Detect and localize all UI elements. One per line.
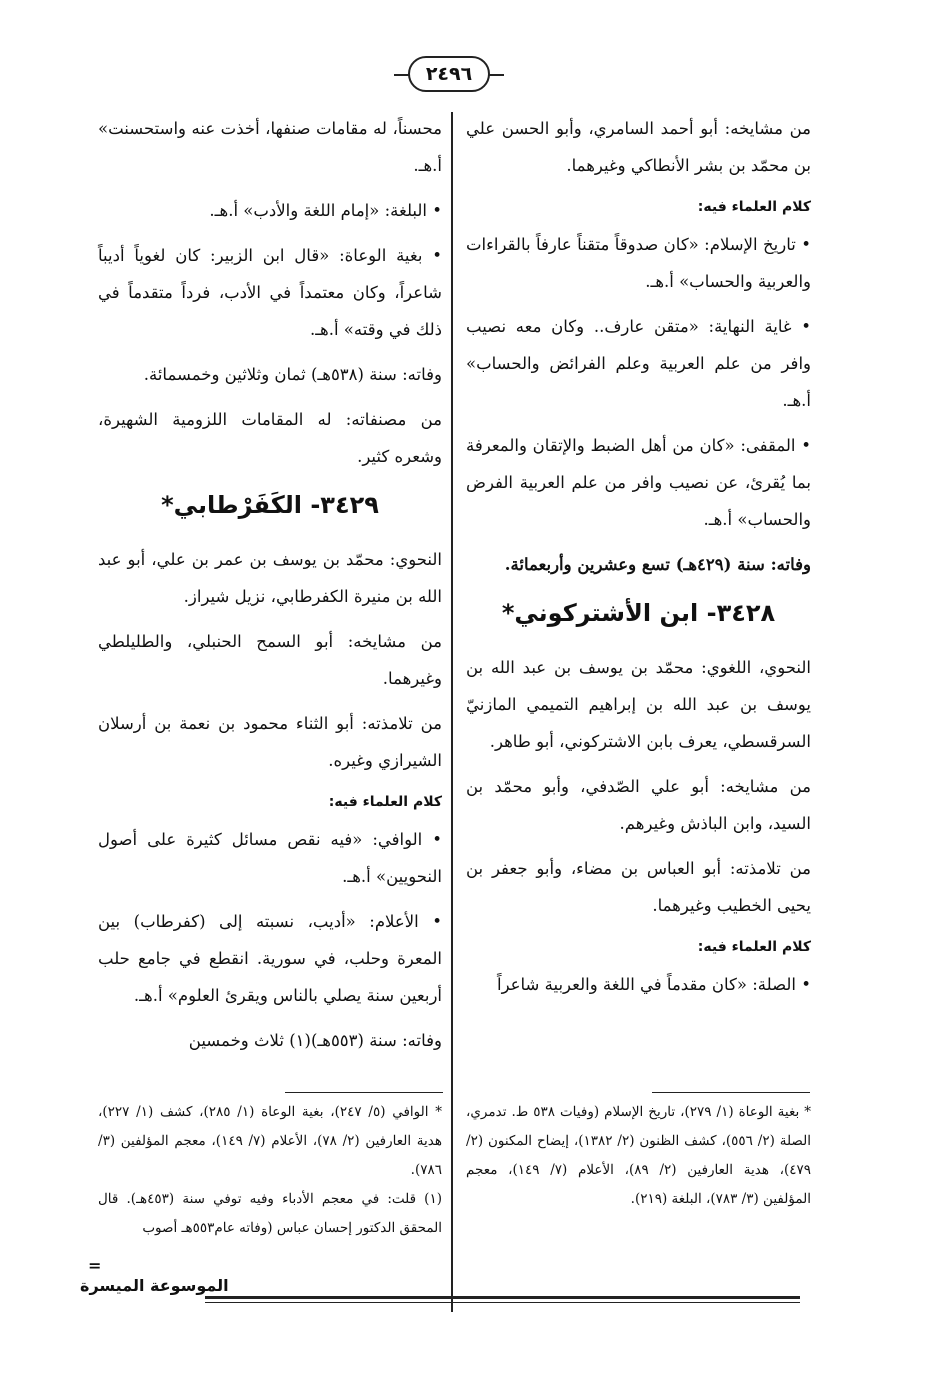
paragraph: • الأعلام: «أديب، نسبته إلى (كفرطاب) بين المعرة وحلب، في سورية. انقطع في جامع حلب أربعين سنة يصلي بالناس ويقرئ العلوم» أ.هـ. [98, 912, 442, 1005]
paragraph: من مشايخه: أبو السمح الحنبلي، والطليلطي وغيرهما. [98, 632, 442, 688]
left-column [98, 110, 442, 1067]
footnote: * الوافي (٥/ ٢٤٧)، بغية الوعاة (١/ ٢٨٥)، كشف (١/ ٢٢٧)، هدية العارفين (٢/ ٧٨)، الأعلام (٧/ ١٤٩)، معجم المؤلفين (٣/ ٧٨٦). [98, 1104, 443, 1178]
paragraph: • غاية النهاية: «متقن عارف.. وكان معه نصيب وافر من علم العربية وعلم الفرائض والحساب» أ.هـ. [466, 317, 811, 410]
paragraph: • بغية الوعاة: «قال ابن الزبير: كان لغوياً أديباً شاعراً، وكان معتمداً في الأدب، فرداً متقدماً في ذلك في وقته» أ.هـ. [98, 246, 442, 339]
paragraph: • البلغة: «إمام اللغة والأدب» أ.هـ. [209, 201, 442, 220]
paragraph: وفاته: سنة (٥٥٣هـ)(١) ثلاث وخمسين [188, 1031, 442, 1050]
footnotes-left [98, 1098, 442, 1243]
paragraph: • تاريخ الإسلام: «كان صدوقاً متقناً عارفاً بالقراءات والعربية والحساب» أ.هـ. [466, 235, 811, 291]
column-divider [451, 112, 453, 1312]
paragraph: محسناً، له مقامات صنفها، أخذت عنه واستحسنت» أ.هـ. [98, 119, 442, 175]
paragraph: وفاته: سنة (٥٣٨هـ) ثمان وثلاثين وخمسمائة. [143, 365, 442, 384]
footnote-separator [285, 1092, 443, 1093]
footer-rule [205, 1302, 800, 1303]
paragraph: • الصلة: «كان مقدماً في اللغة والعربية شاعراً [496, 975, 811, 994]
right-column [466, 110, 811, 1011]
footnote-separator [652, 1092, 810, 1093]
paragraph: من مشايخه: أبو علي الصّدفي، وأبو محمّد بن السيد، وابن الباذش وغيرهم. [466, 777, 811, 833]
entry-heading: ٣٤٢٨- ابن الأشتركوني* [501, 599, 776, 627]
paragraph: • المقفى: «كان من أهل الضبط والإتقان والمعرفة بما يُقرئ، عن نصيب وافر من علم العربية الفرض والحساب» أ.هـ. [466, 436, 811, 529]
section-subheading: كلام العلماء فيه: [697, 199, 811, 215]
paragraph: من مصنفاته: له المقامات اللزومية الشهيرة، وشعره كثير. [98, 410, 442, 466]
footnote: * بغية الوعاة (١/ ٢٧٩)، تاريخ الإسلام (وفيات ٥٣٨ ط. تدمري، الصلة (٢/ ٥٥٦)، كشف الظنون (٢/ ١٣٨٢)، إيضاح المكنون (٢/ ٤٧٩)، هدية العارفين (٢/ ٨٩)، الأعلام (٧/ ١٤٩)، معجم المؤلفين (٣/ ٧٨٣)، البلغة (٢١٩). [466, 1104, 812, 1207]
paragraph: من مشايخه: أبو أحمد السامري، وأبو الحسن علي بن محمّد بن بشر الأنطاكي وغيرهما. [466, 119, 811, 175]
footnote: (١) قلت: في معجم الأدباء وفيه توفي سنة (٤٥٣هـ). قال المحقق الدكتور إحسان عباس (وفاته عام٥٥٣هـ أصوب [98, 1191, 442, 1236]
paragraph: من تلامذته: أبو العباس بن مضاء، وأبو جعفر بن يحيى الخطيب وغيرهما. [466, 859, 811, 915]
continuation-mark: = [88, 1256, 102, 1275]
paragraph: النحوي: محمّد بن يوسف بن عمر بن علي، أبو عبد الله بن منيرة الكفرطابي، نزيل شيراز. [98, 550, 442, 606]
section-subheading: كلام العلماء فيه: [697, 939, 811, 955]
book-title-footer: الموسوعة الميسرة [80, 1276, 229, 1295]
paragraph: النحوي، اللغوي: محمّد بن يوسف بن عبد الله بن يوسف بن عبد الله بن إبراهيم التميمي المازنيّ السرقسطي، يعرف بابن الاشتركوني، أبو طاهر. [466, 658, 811, 751]
footnotes-right [466, 1098, 811, 1214]
paragraph: وفاته: سنة (٤٢٩هـ) تسع وعشرين وأربعمائة. [504, 555, 811, 574]
section-subheading: كلام العلماء فيه: [328, 794, 442, 810]
page-number: ٢٤٩٦ [408, 56, 490, 92]
paragraph: من تلامذته: أبو الثناء محمود بن نعمة بن أرسلان الشيرازي وغيره. [98, 714, 442, 770]
paragraph: • الوافي: «فيه نقص مسائل كثيرة على أصول النحويين» أ.هـ. [98, 830, 442, 886]
entry-heading: ٣٤٢٩- الكَفَرْطابي* [161, 491, 379, 519]
footer-rule [205, 1296, 800, 1299]
